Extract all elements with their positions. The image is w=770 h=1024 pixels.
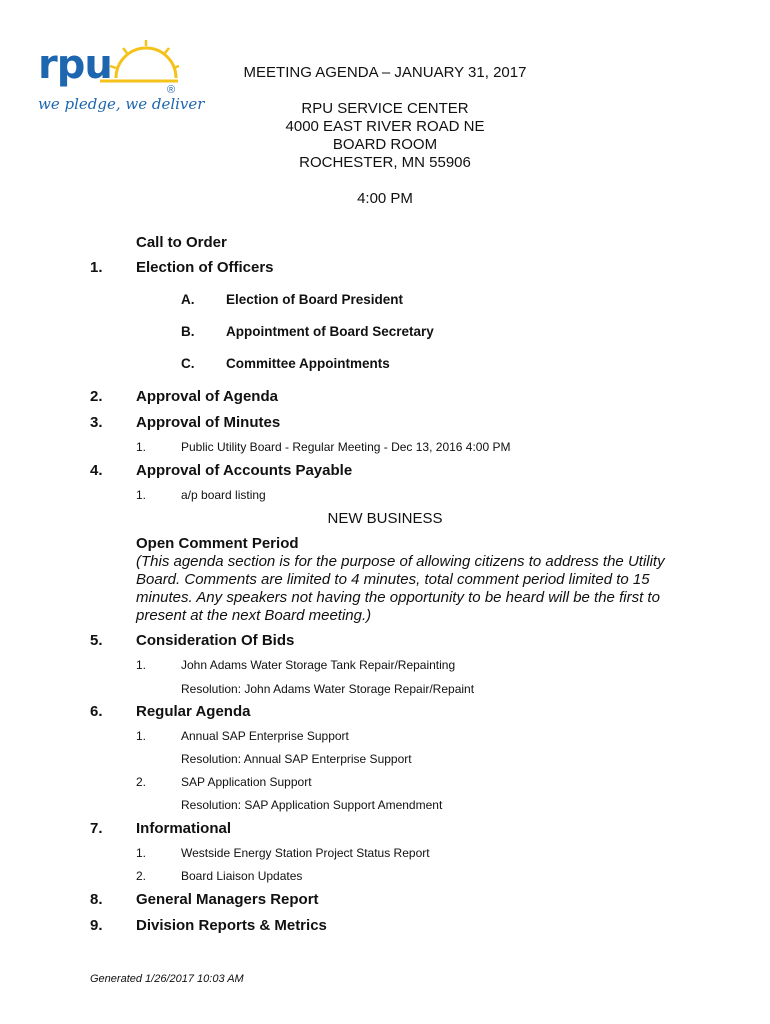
- item-link[interactable]: SAP Application Support: [181, 775, 312, 789]
- item-number: 1.: [136, 658, 147, 672]
- sub-item-letter: B.: [181, 324, 195, 339]
- item-number: 1.: [136, 440, 147, 454]
- section-title: Approval of Minutes: [136, 414, 281, 431]
- section-title: General Managers Report: [136, 891, 319, 908]
- section-number: 2.: [90, 388, 103, 405]
- section-title: Election of Officers: [136, 259, 274, 276]
- call-to-order: Call to Order: [136, 234, 227, 251]
- sub-item-text: Committee Appointments: [226, 356, 390, 371]
- agenda-title: MEETING AGENDA – JANUARY 31, 2017: [243, 64, 527, 81]
- section-title: Approval of Accounts Payable: [136, 462, 353, 479]
- open-comment-title: Open Comment Period: [136, 535, 299, 552]
- section-number: 3.: [90, 414, 103, 431]
- section-number: 7.: [90, 820, 103, 837]
- logo-wordmark: rpu: [38, 42, 112, 88]
- section-number: 8.: [90, 891, 103, 908]
- open-comment-note: (This agenda section is for the purpose of allowing citizens to address the Utility Board. Comments are limited to 4 minutes, total comment period limited to 15 minutes. Any speakers not having the opportunity to be heard will be the first to present at the next Board meeting.): [136, 553, 665, 624]
- item-link[interactable]: John Adams Water Storage Tank Repair/Repainting: [181, 658, 456, 672]
- section-title: Consideration Of Bids: [136, 632, 295, 649]
- sub-item-letter: A.: [181, 292, 195, 307]
- sub-item-letter: C.: [181, 356, 195, 371]
- section-title: Informational: [136, 820, 232, 837]
- item-link[interactable]: Public Utility Board - Regular Meeting - Dec 13, 2016 4:00 PM: [181, 440, 511, 454]
- section-title: Division Reports & Metrics: [136, 917, 327, 934]
- section-number: 1.: [90, 259, 103, 276]
- section-number: 5.: [90, 632, 103, 649]
- section-title: Regular Agenda: [136, 703, 251, 720]
- sub-item-text: Election of Board President: [226, 292, 404, 307]
- item-resolution[interactable]: Resolution: Annual SAP Enterprise Support: [181, 752, 412, 766]
- item-resolution[interactable]: Resolution: John Adams Water Storage Repair/Repaint: [181, 682, 475, 696]
- location-line-1: RPU SERVICE CENTER: [301, 100, 469, 117]
- location-line-3: BOARD ROOM: [332, 136, 438, 153]
- item-number: 1.: [136, 846, 147, 860]
- location-line-4: ROCHESTER, MN 55906: [299, 154, 471, 171]
- item-resolution[interactable]: Resolution: SAP Application Support Amendment: [181, 798, 443, 812]
- item-link[interactable]: Board Liaison Updates: [181, 869, 303, 883]
- meeting-time: 4:00 PM: [357, 190, 413, 207]
- item-number: 2.: [136, 869, 147, 883]
- item-number: 2.: [136, 775, 147, 789]
- section-number: 4.: [90, 462, 103, 479]
- location-line-2: 4000 EAST RIVER ROAD NE: [285, 118, 485, 135]
- sub-item-text: Appointment of Board Secretary: [226, 324, 434, 339]
- rpu-logo: [38, 40, 205, 120]
- item-number: 1.: [136, 488, 147, 502]
- item-number: 1.: [136, 729, 147, 743]
- generated-timestamp: Generated 1/26/2017 10:03 AM: [90, 973, 244, 985]
- section-number: 6.: [90, 703, 103, 720]
- registered-mark: ®: [167, 84, 176, 96]
- logo-tagline: we pledge, we deliver: [38, 95, 205, 113]
- new-business-heading: NEW BUSINESS: [327, 510, 443, 527]
- section-title: Approval of Agenda: [136, 388, 278, 405]
- item-link[interactable]: Annual SAP Enterprise Support: [181, 729, 349, 743]
- item-link[interactable]: Westside Energy Station Project Status Report: [181, 846, 430, 860]
- section-number: 9.: [90, 917, 103, 934]
- item-link[interactable]: a/p board listing: [181, 488, 266, 502]
